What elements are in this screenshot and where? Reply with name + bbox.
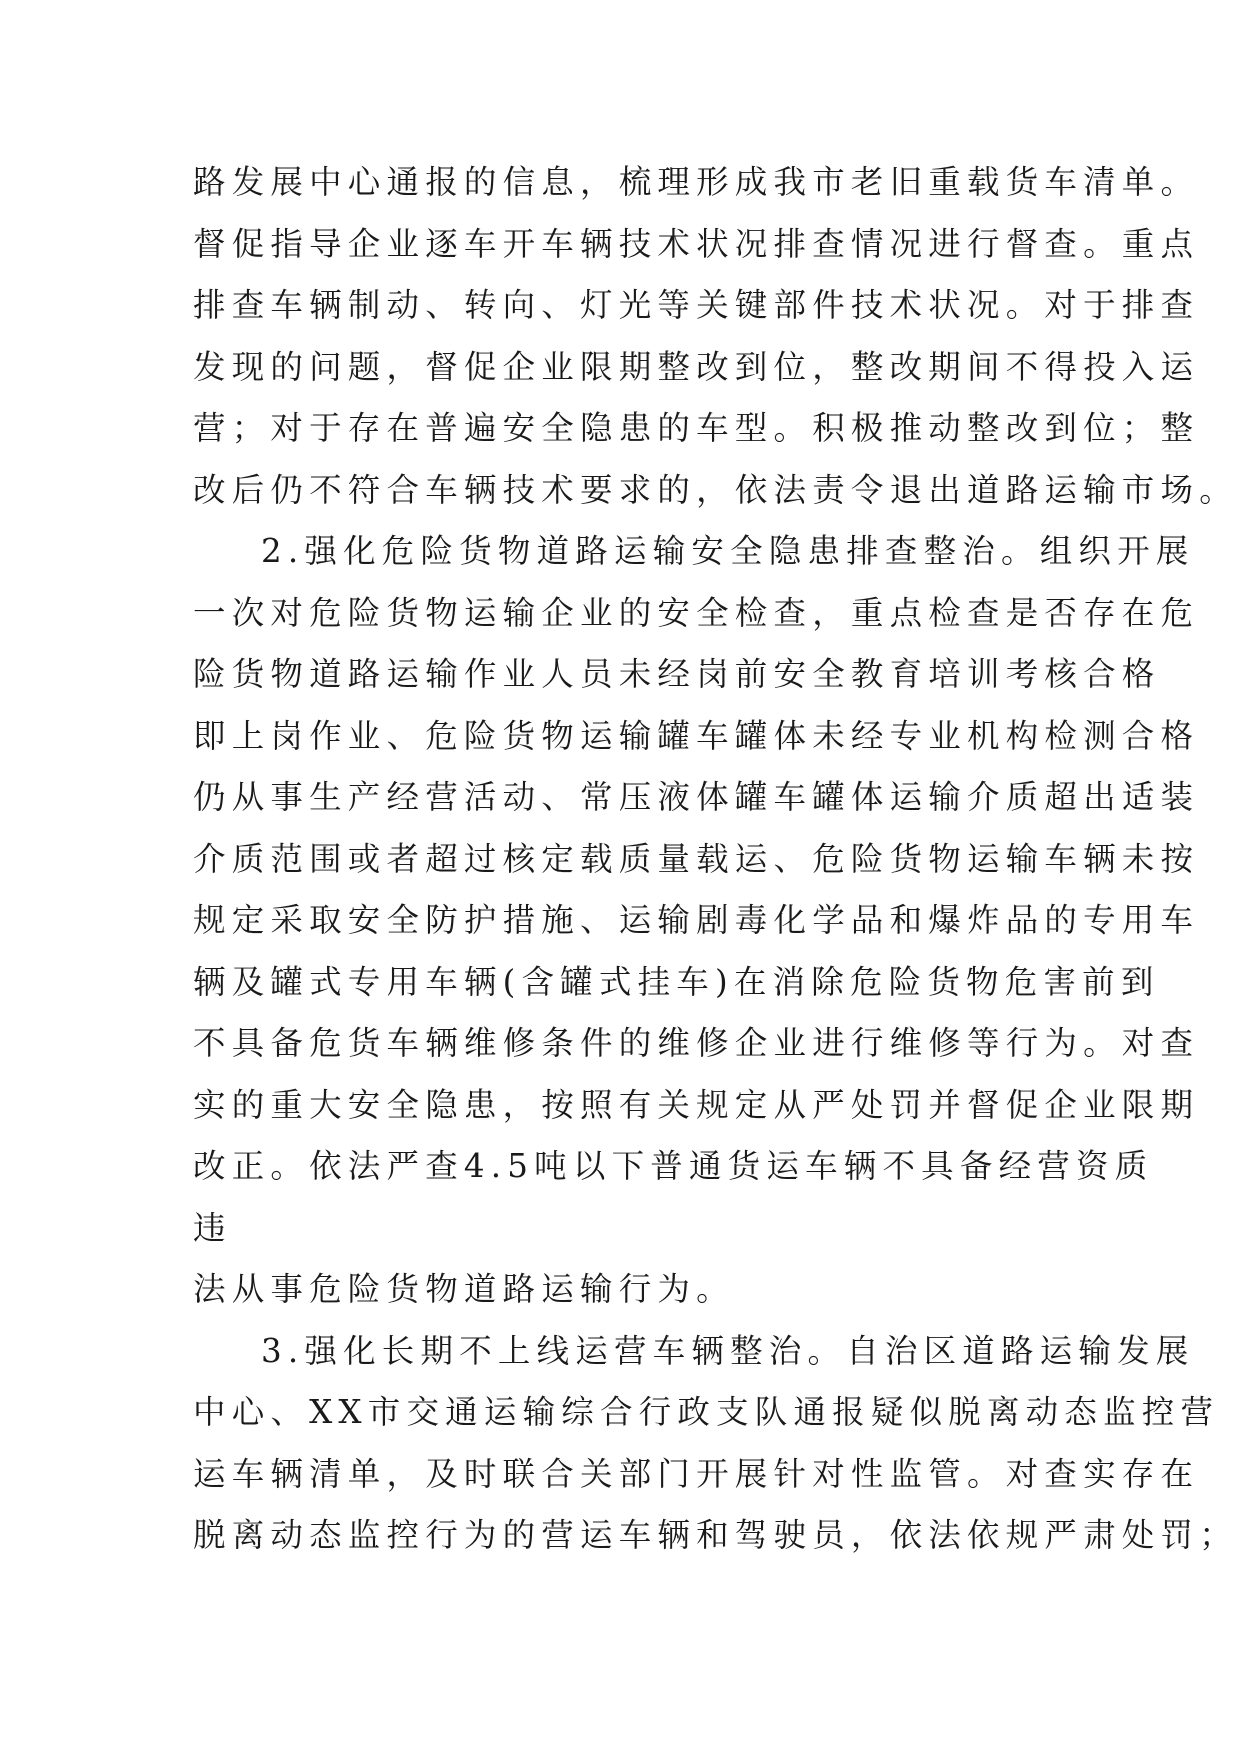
text-line: 规定采取安全防护措施、运输剧毒化学品和爆炸品的专用车	[193, 901, 1200, 939]
text-line: 实的重大安全隐患，按照有关规定从严处罚并督促企业限期	[193, 1085, 1200, 1124]
text-line: 营；对于存在普遍安全隐患的车型。积极推动整改到位；整	[193, 409, 1200, 447]
text-line: 发现的问题，督促企业限期整改到位，整改期间不得投入运	[193, 347, 1200, 386]
text-line: 督促指导企业逐车开车辆技术状况排查情况进行督查。重点	[193, 224, 1200, 263]
text-line: 一次对危险货物运输企业的安全检查，重点检查是否存在危	[193, 593, 1200, 632]
text-line: 辆及罐式专用车辆(含罐式挂车)在消除危险货物危害前到	[193, 962, 1160, 1001]
text-line: 介质范围或者超过核定载质量载运、危险货物运输车辆未按	[193, 839, 1200, 878]
text-line: 脱离动态监控行为的营运车辆和驾驶员，依法依规严肃处罚；	[193, 1516, 1238, 1554]
text-line: 改正。依法严查4.5吨以下普通货运车辆不具备经营资质	[193, 1147, 1154, 1185]
text-line: 路发展中心通报的信息，梳理形成我市老旧重载货车清单。	[193, 163, 1200, 201]
document-body	[193, 152, 1238, 1567]
text-line: 改后仍不符合车辆技术要求的，依法责令退出道路运输市场。	[193, 470, 1238, 509]
text-line: 仍从事生产经营活动、常压液体罐车罐体运输介质超出适装	[193, 778, 1200, 816]
text-line: 即上岗作业、危险货物运输罐车罐体未经专业机构检测合格	[193, 716, 1200, 755]
text-line: 排查车辆制动、转向、灯光等关键部件技术状况。对于排查	[193, 286, 1200, 324]
text-line: 违	[193, 1208, 232, 1247]
text-line: 运车辆清单，及时联合关部门开展针对性监管。对查实存在	[193, 1454, 1200, 1493]
text-line: 不具备危货车辆维修条件的维修企业进行维修等行为。对查	[193, 1024, 1200, 1062]
text-line: 法从事危险货物道路运输行为。	[193, 1270, 735, 1308]
text-line: 中心、XX市交通运输综合行政支队通报疑似脱离动态监控营	[193, 1393, 1220, 1431]
section-3-heading-line: 3.强化长期不上线运营车辆整治。自治区道路运输发展	[261, 1331, 1195, 1370]
text-line: 险货物道路运输作业人员未经岗前安全教育培训考核合格	[193, 655, 1161, 693]
section-2-heading-line: 2.强化危险货物道路运输安全隐患排查整治。组织开展	[261, 532, 1195, 570]
